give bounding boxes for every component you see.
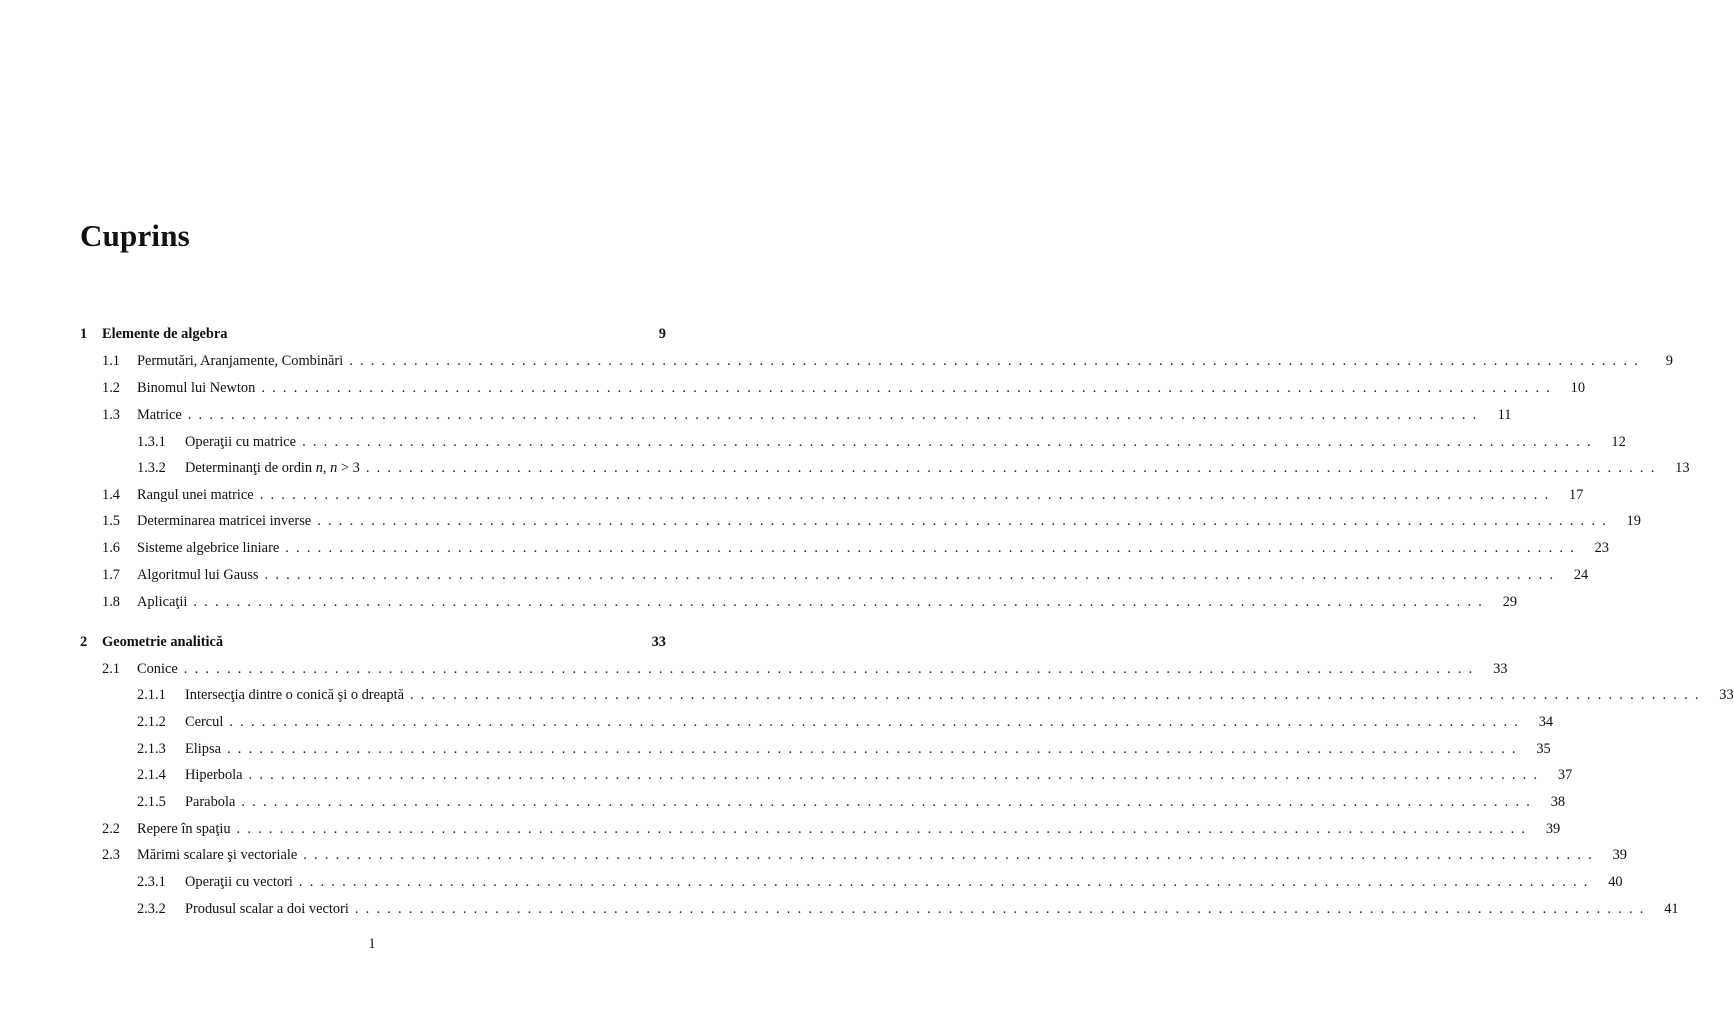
page-title: Cuprins	[80, 218, 190, 253]
toc-section-row[interactable]	[80, 843, 1627, 867]
toc-section-row[interactable]	[80, 509, 1641, 533]
toc-entry-number: 1.4	[102, 486, 120, 503]
toc-chapter-row[interactable]	[80, 630, 666, 654]
toc-entry-page: 40	[1608, 874, 1623, 890]
toc-entry-number: 2	[80, 634, 88, 650]
toc-entry-number: 2.1.1	[137, 687, 166, 703]
toc-subsection-row[interactable]	[80, 430, 1626, 454]
toc-entry-title: Conice	[137, 660, 178, 677]
toc-entry-title: Parabola	[185, 794, 236, 810]
toc-dot-leader: ........................................................................................................................	[236, 820, 1533, 837]
toc-entry-page: 39	[1545, 820, 1561, 837]
toc-entry-title: Binomul lui Newton	[137, 380, 256, 396]
toc-entry-number: 2.1.2	[137, 714, 166, 730]
toc-dot-leader: ........................................................................................................................	[259, 486, 1556, 503]
toc-entry-title: Algoritmul lui Gauss	[137, 567, 259, 583]
toc-entry-page: 33	[1719, 687, 1734, 703]
toc-entry-number: 2.3.1	[137, 874, 166, 890]
toc-entry-number: 1.6	[102, 540, 120, 556]
toc-section-row[interactable]	[80, 657, 1508, 681]
toc-entry-page: 12	[1611, 433, 1626, 450]
toc-entry-page: 38	[1550, 794, 1566, 810]
toc-entry-title: Intersecţia dintre o conică şi o dreaptă	[185, 687, 404, 703]
toc-entry-title: Operaţii cu matrice	[185, 433, 297, 450]
toc-subsection-row[interactable]	[80, 737, 1551, 761]
toc-entry-title: Determinanţi de ordin n, n > 3	[185, 460, 360, 476]
toc-section-row[interactable]	[80, 563, 1589, 587]
toc-dot-leader: ........................................................................................................................	[365, 460, 1662, 476]
toc-entry-page: 24	[1573, 567, 1589, 583]
toc-entry-number: 2.2	[102, 820, 120, 837]
toc-entry-title: Rangul unei matrice	[137, 486, 254, 503]
toc-dot-leader: ........................................................................................................................	[285, 540, 1581, 556]
toc-entry-page: 9	[658, 326, 666, 342]
toc-entry-title: Elemente de algebra	[102, 326, 228, 342]
toc-dot-leader: ........................................................................................................................	[349, 353, 1645, 369]
toc-entry-number: 2.3.2	[137, 901, 166, 917]
toc-dot-leader: ........................................................................................................................	[248, 767, 1545, 783]
toc-section-row[interactable]	[80, 376, 1586, 400]
toc-dot-leader: ........................................................................................................................	[317, 513, 1613, 529]
toc-entry-page: 33	[651, 634, 666, 650]
toc-dot-leader: ........................................................................................................................	[193, 593, 1490, 610]
toc-entry-page: 9	[1665, 353, 1673, 369]
toc-entry-page: 29	[1502, 593, 1518, 610]
toc-entry-page: 34	[1538, 714, 1554, 730]
toc-entry-number: 1.2	[102, 380, 120, 396]
toc-section-row[interactable]	[80, 817, 1561, 841]
toc-subsection-row[interactable]	[80, 456, 1690, 480]
toc-subsection-row[interactable]	[80, 683, 1734, 707]
toc-subsection-row[interactable]	[80, 790, 1566, 814]
toc-dot-leader: ........................................................................................................................	[354, 901, 1651, 917]
toc-entry-page: 13	[1675, 460, 1690, 476]
toc-entry-page: 41	[1664, 901, 1679, 917]
toc-entry-number: 1.7	[102, 567, 120, 583]
toc-entry-number: 2.1.4	[137, 767, 166, 783]
toc-dot-leader: ........................................................................................................................	[409, 687, 1706, 703]
toc-dot-leader: ........................................................................................................................	[302, 433, 1598, 450]
toc-subsection-row[interactable]	[80, 870, 1623, 894]
toc-entry-number: 1.1	[102, 353, 120, 369]
toc-entry-number: 1.3.1	[137, 433, 166, 450]
toc-subsection-row[interactable]	[80, 763, 1573, 787]
toc-entry-title: Produsul scalar a doi vectori	[185, 901, 349, 917]
toc-entry-number: 2.1.5	[137, 794, 166, 810]
toc-entry-title: Mărimi scalare şi vectoriale	[137, 847, 298, 863]
toc-entry-title: Matrice	[137, 407, 182, 423]
toc-entry-page: 37	[1557, 767, 1573, 783]
toc-section-row[interactable]	[80, 403, 1512, 427]
page-number: 1	[368, 936, 376, 952]
toc-entry-number: 1	[80, 326, 88, 342]
toc-dot-leader: ........................................................................................................................	[226, 740, 1523, 757]
toc-entry-title: Geometrie analitică	[102, 634, 224, 650]
toc-dot-leader: ........................................................................................................................	[261, 380, 1558, 396]
toc-dot-leader: ........................................................................................................................	[229, 714, 1526, 730]
toc-dot-leader: ........................................................................................................................	[303, 847, 1599, 863]
toc-section-row[interactable]	[80, 483, 1584, 507]
toc-dot-leader: ........................................................................................................................	[183, 660, 1480, 677]
toc-chapter-row[interactable]	[80, 322, 666, 346]
toc-entry-page: 23	[1594, 540, 1609, 556]
toc-section-row[interactable]	[80, 590, 1518, 614]
toc-entry-title: Cercul	[185, 714, 224, 730]
toc-entry-number: 1.5	[102, 513, 120, 529]
toc-dot-leader: ........................................................................................................................	[187, 407, 1484, 423]
toc-entry-page: 10	[1570, 380, 1586, 396]
toc-dot-leader: ........................................................................................................................	[264, 567, 1561, 583]
toc-entry-title: Operaţii cu vectori	[185, 874, 293, 890]
toc-dot-leader: ........................................................................................................................	[241, 794, 1538, 810]
toc-entry-page: 35	[1536, 740, 1551, 757]
toc-entry-number: 2.1	[102, 660, 120, 677]
toc-entry-page: 17	[1569, 486, 1584, 503]
toc-entry-number: 1.8	[102, 593, 120, 610]
toc-subsection-row[interactable]	[80, 710, 1554, 734]
toc-entry-title: Aplicaţii	[137, 593, 188, 610]
toc-entry-page: 39	[1612, 847, 1627, 863]
toc-entry-title: Hiperbola	[185, 767, 243, 783]
toc-entry-title: Repere în spaţiu	[137, 820, 231, 837]
toc-entry-page: 19	[1626, 513, 1641, 529]
toc-entry-number: 1.3	[102, 407, 120, 423]
toc-dot-leader: ........................................................................................................................	[298, 874, 1595, 890]
toc-entry-number: 2.1.3	[137, 740, 166, 757]
toc-entry-page: 33	[1493, 660, 1508, 677]
toc-entry-page: 11	[1497, 407, 1512, 423]
toc-entry-title: Elipsa	[185, 740, 221, 757]
toc-entry-title: Sisteme algebrice liniare	[137, 540, 280, 556]
toc-entry-number: 2.3	[102, 847, 120, 863]
toc-entry-number: 1.3.2	[137, 460, 166, 476]
toc-section-row[interactable]	[80, 536, 1609, 560]
toc-subsection-row[interactable]	[80, 897, 1679, 921]
toc-entry-title: Determinarea matricei inverse	[137, 513, 312, 529]
toc-section-row[interactable]	[80, 349, 1673, 373]
toc-entry-title: Permutări, Aranjamente, Combinări	[137, 353, 344, 369]
